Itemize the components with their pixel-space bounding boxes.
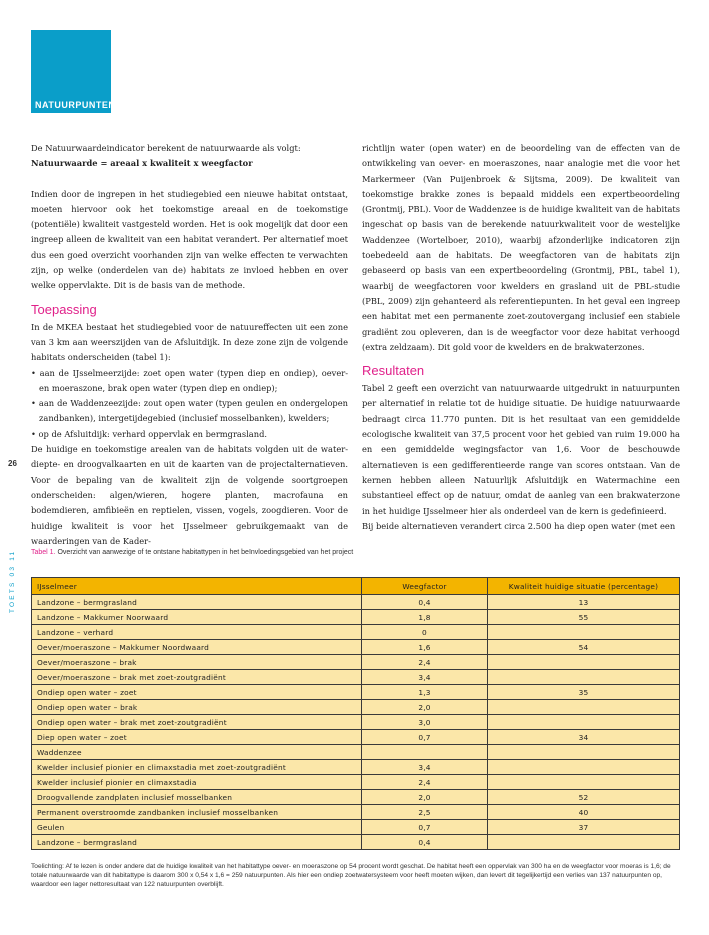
formula: Natuurwaarde = areaal x kwaliteit x weegfactor [31, 158, 253, 169]
quality-cell [488, 760, 680, 775]
table-row [32, 595, 680, 610]
table-row [32, 655, 680, 670]
table-row [32, 640, 680, 655]
column-header: Kwaliteit huidige situatie (percentage) [488, 578, 680, 595]
right-column [362, 141, 680, 534]
weight-cell: 1,3 [362, 685, 488, 700]
habitat-name-cell: Ondiep open water – brak met zoet-zoutgradiënt [32, 715, 362, 730]
habitat-table [31, 577, 680, 850]
table-row [32, 745, 680, 760]
footnote: Toelichting: Af te lezen is onder andere dat de huidige kwaliteit van het habitattype oever- en moeraszone op 54 procent wordt geschat. De habitat heeft een oppervlak van 300 ha en de weegfactor voor moeras is 1,6; de totale natuurwaarde van dit habitattype is daarom 300 x 0,54 x 1,6 = 259 natuurpunten. Als hier een ondiep zoetwatersysteem voor heeft moeten wijken, dan levert dit tegelijkertijd een verlies van 137 natuurpunten op, waardoor een lager nettoresultaat van 122 natuurpunten overblijft. [31, 863, 671, 889]
habitat-name-cell: Landzone – Makkumer Noorwaard [32, 610, 362, 625]
heading-resultaten: Resultaten [362, 363, 425, 379]
weight-cell: 0,4 [362, 835, 488, 850]
paragraph: Tabel 2 geeft een overzicht van natuurwaarde uitgedrukt in natuurpunten per alternatief in relatie tot de huidige situatie. De huidige natuurwaarde bedraagt circa 11.770 punten. Dit is het resultaat van een gemiddelde ecologische kwaliteit van 37,5 procent voor het gebied van ruim 19.000 ha en een gemiddelde wegingsfactor van 1,6. Voor de beschouwde alternatieven is een gedifferentieerde range van scores ontstaan. Van de kernen hebben alleen Natuurlijk Afsluitdijk en Watermachine een substantieel effect op de natuur, omdat de aanleg van een brakwaterzone in het huidige IJsselmeer hier als onderdeel van de kern is gedefinieerd. [362, 383, 680, 516]
header-rule [31, 112, 111, 113]
left-column [31, 141, 348, 549]
quality-cell [488, 835, 680, 850]
table-row [32, 610, 680, 625]
table-header-row [32, 578, 680, 595]
table-row [32, 820, 680, 835]
table-row [32, 730, 680, 745]
habitat-name-cell: Permanent overstroomde zandbanken inclusief mosselbanken [32, 805, 362, 820]
table-row [32, 670, 680, 685]
weight-cell: 2,4 [362, 655, 488, 670]
table-row [32, 625, 680, 640]
habitat-name-cell: Kwelder inclusief pionier en climaxstadia [32, 775, 362, 790]
table-row [32, 835, 680, 850]
table-row [32, 805, 680, 820]
paragraph: Indien door de ingrepen in het studiegebied een nieuwe habitat ontstaat, moeten hiervoor ook het toekomstige areaal en de toekomstige (potentiële) kwaliteit vastgesteld worden. Het is ook mogelijk dat door een ingreep alleen de kwaliteit van een habitat verandert. Per alternatief moet dus een goed overzicht voorhanden zijn van welke effecten te verwachten zijn, op welke (onderdelen van de) habitats ze invloed hebben en over welke oppervlakte. Dit is de basis van de methode. [31, 188, 348, 291]
table-row [32, 760, 680, 775]
paragraph: richtlijn water (open water) en de beoordeling van de effecten van de ontwikkeling van oever- en moeraszones, naar analogie met die voor het Markermeer (Van Puijenbroek & Sijtsma, 2009). De kwaliteit van toekomstige brakke zones is bepaald middels een expertbeoordeling (Grontmij, PBL). Voor de Waddenzee is de huidige kwaliteit van de habitats ingeschat op basis van de berekende natuurkwaliteit voor de westelijke Waddenzee (Wortelboer, 2010), waarbij afzonderlijke indicatoren zijn toebedeeld aan de habitats. De weegfactoren van de habitats zijn gebaseerd op basis van een expertbeoordeling (Grontmij, PBL, tabel 1), waarbij de weegfactoren voor kwelders en grasland uit de PBL-studie (PBL, 2009) zijn gehanteerd als referentiepunten. In het geval een ingreep een habitat met een permanente zoet-zoutovergang inclusief een stabiele gradiënt zou opleveren, dan is de weegfactor voor deze habitat verhoogd (extra zeldzaam). Dit gold voor de kwelders en de brakwaterzones. [362, 143, 680, 352]
habitat-name-cell: Landzone – bermgrasland [32, 835, 362, 850]
habitat-name-cell: Landzone – bermgrasland [32, 595, 362, 610]
quality-cell [488, 775, 680, 790]
quality-cell: 40 [488, 805, 680, 820]
weight-cell: 1,6 [362, 640, 488, 655]
habitat-name-cell: Diep open water – zoet [32, 730, 362, 745]
column-header: Weegfactor [362, 578, 488, 595]
quality-cell: 37 [488, 820, 680, 835]
habitat-name-cell: Oever/moeraszone – brak [32, 655, 362, 670]
quality-cell: 13 [488, 595, 680, 610]
habitat-name-cell: Oever/moeraszone – brak met zoet-zoutgradiënt [32, 670, 362, 685]
paragraph: In de MKEA bestaat het studiegebied voor de natuureffecten uit een zone van 3 km aan weerszijden van de Afsluitdijk. In deze zone zijn de volgende habitats onderscheiden (tabel 1): [31, 321, 348, 363]
bullet-item: • op de Afsluitdijk: verhard oppervlak en bermgrasland. [31, 428, 268, 439]
table-row [32, 700, 680, 715]
quality-cell [488, 745, 680, 760]
side-label: TOETS 03 11 [9, 549, 16, 613]
habitat-name-cell: Oever/moeraszone – Makkumer Noordwaard [32, 640, 362, 655]
page-number: 26 [8, 459, 17, 468]
section-label: NATUURPUNTEN [35, 100, 116, 110]
table-row [32, 715, 680, 730]
weight-cell: 0,7 [362, 820, 488, 835]
weight-cell: 3,0 [362, 715, 488, 730]
paragraph: Bij beide alternatieven verandert circa 2.500 ha diep open water (met een [362, 520, 676, 531]
table-row [32, 685, 680, 700]
intro-text: De Natuurwaardeindicator berekent de natuurwaarde als volgt: [31, 143, 301, 153]
weight-cell: 2,5 [362, 805, 488, 820]
quality-cell: 54 [488, 640, 680, 655]
habitat-name-cell: Landzone – verhard [32, 625, 362, 640]
heading-toepassing: Toepassing [31, 301, 97, 317]
weight-cell: 1,8 [362, 610, 488, 625]
quality-cell [488, 670, 680, 685]
table-caption: Tabel 1. Overzicht van aanwezige of te ontstane habitattypen in het beïnvloedingsgebied van het project [31, 549, 354, 556]
habitat-name-cell: Waddenzee [32, 745, 362, 760]
weight-cell: 2,0 [362, 790, 488, 805]
weight-cell: 3,4 [362, 760, 488, 775]
paragraph: De huidige en toekomstige arealen van de habitats volgden uit de water-diepte- en droogvalkaarten en uit de kaarten van de projectalternatieven. Voor de bepaling van de kwaliteit zijn de volgende soortgroepen onderscheiden: algen/wieren, hogere planten, macrofauna en bodemdieren, amfibieën en reptielen, vissen, vogels, zoogdieren. Voor de huidige kwaliteit is voor het IJsselmeer gebruikgemaakt van de waarderingen van de Kader- [31, 444, 348, 546]
table-row [32, 790, 680, 805]
quality-cell: 35 [488, 685, 680, 700]
quality-cell: 52 [488, 790, 680, 805]
quality-cell [488, 625, 680, 640]
bullet-item: • aan de Waddenzeezijde: zout open water (typen geulen en ondergelopen zandbanken), intergetijdegebied (inclusief mosselbanken), kwelders; [31, 398, 348, 424]
quality-cell [488, 655, 680, 670]
habitat-name-cell: Droogvallende zandplaten inclusief mosselbanken [32, 790, 362, 805]
quality-cell: 55 [488, 610, 680, 625]
habitat-name-cell: Kwelder inclusief pionier en climaxstadia met zoet-zoutgradiënt [32, 760, 362, 775]
weight-cell: 2,0 [362, 700, 488, 715]
quality-cell [488, 700, 680, 715]
weight-cell: 0,7 [362, 730, 488, 745]
weight-cell: 3,4 [362, 670, 488, 685]
habitat-name-cell: Ondiep open water – brak [32, 700, 362, 715]
weight-cell [362, 745, 488, 760]
column-header: IJsselmeer [32, 578, 362, 595]
habitat-name-cell: Geulen [32, 820, 362, 835]
weight-cell: 0,4 [362, 595, 488, 610]
table-row [32, 775, 680, 790]
weight-cell: 2,4 [362, 775, 488, 790]
quality-cell: 34 [488, 730, 680, 745]
bullet-item: • aan de IJsselmeerzijde: zoet open water (typen diep en ondiep), oever- en moeraszone, brak open water (typen diep en ondiep); [31, 367, 348, 393]
quality-cell [488, 715, 680, 730]
weight-cell: 0 [362, 625, 488, 640]
habitat-name-cell: Ondiep open water – zoet [32, 685, 362, 700]
